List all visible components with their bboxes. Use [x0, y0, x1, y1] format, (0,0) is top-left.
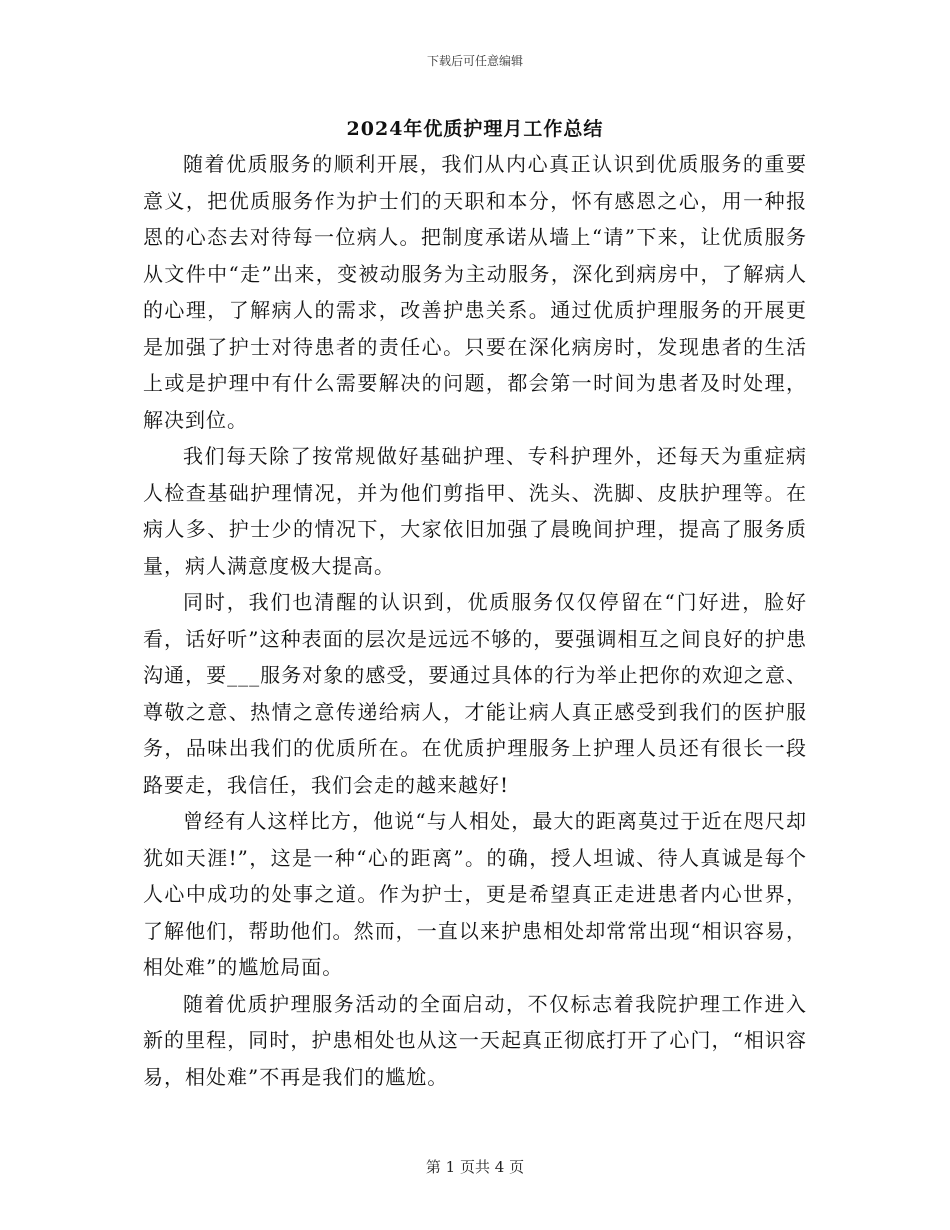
paragraph-5: 随着优质护理服务活动的全面启动，不仅标志着我院护理工作进入新的里程，同时，护患相处也从这一天起真正彻底打开了心门，“相识容易，相处难”不再是我们的尴尬。: [143, 991, 807, 1089]
paragraph-1: 随着优质服务的顺利开展，我们从内心真正认识到优质服务的重要意义，把优质服务作为护士们的天职和本分，怀有感恩之心，用一种报恩的心态去对待每一位病人。把制度承诺从墙上“请”下来，让优质服务从文件中“走”出来，变被动服务为主动服务，深化到病房中，了解病人的心理，了解病人的需求，改善护患关系。通过优质护理服务的开展更是加强了护士对待患者的责任心。只要在深化病房时，发现患者的生活上或是护理中有什么需要解决的问题，都会第一时间为患者及时处理，解决到位。: [143, 152, 807, 432]
page-footer: 第 1 页共 4 页: [425, 1158, 525, 1176]
page-header: 下载后可任意编辑: [426, 54, 523, 68]
document-title: 2024年优质护理月工作总结: [346, 118, 604, 140]
paragraph-2: 我们每天除了按常规做好基础护理、专科护理外，还每天为重症病人检查基础护理情况，并为他们剪指甲、洗头、洗脚、皮肤护理等。在病人多、护士少的情况下，大家依旧加强了晨晚间护理，提高了服务质量，病人满意度极大提高。: [143, 444, 807, 578]
document-body: [143, 146, 807, 1095]
paragraph-3: 同时，我们也清醒的认识到，优质服务仅仅停留在“门好进，脸好看，话好听”这种表面的层次是远远不够的，要强调相互之间良好的护患沟通，要___服务对象的感受，要通过具体的行为举止把你的欢迎之意、尊敬之意、热情之意传递给病人，才能让病人真正感受到我们的医护服务，品味出我们的优质所在。在优质护理服务上护理人员还有很长一段路要走，我信任，我们会走的越来越好!: [143, 590, 807, 797]
paragraph-4: 曾经有人这样比方，他说“与人相处，最大的距离莫过于近在咫尺却犹如天涯!”，这是一种“心的距离”。的确，授人坦诚、待人真诚是每个人心中成功的处事之道。作为护士，更是希望真正走进患者内心世界，了解他们，帮助他们。然而，一直以来护患相处却常常出现“相识容易，相处难”的尴尬局面。: [143, 809, 807, 979]
